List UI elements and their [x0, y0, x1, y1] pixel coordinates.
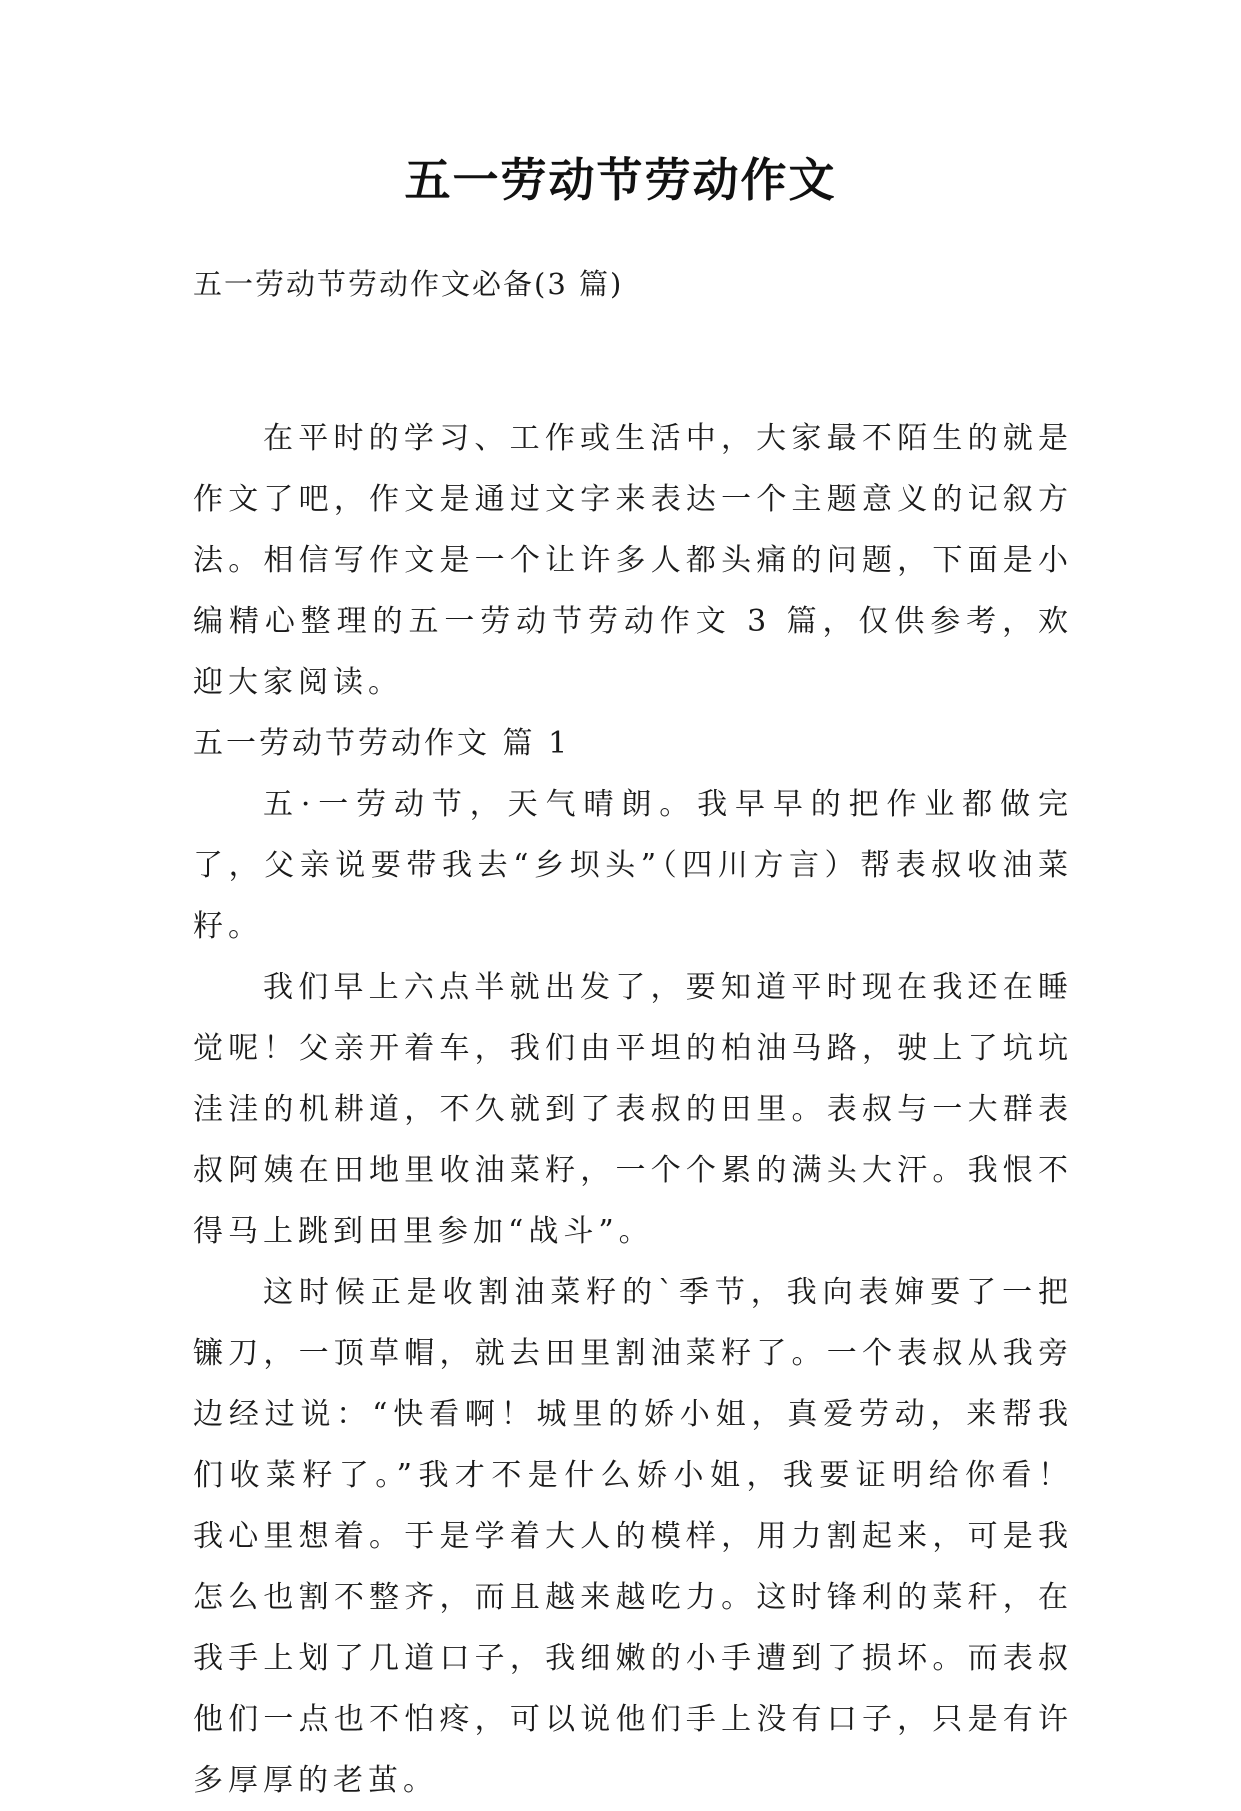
body-paragraph: 我们早上六点半就出发了，要知道平时现在我还在睡觉呢！父亲开着车，我们由平坦的柏油马路，驶上了坑坑洼洼的机耕道，不久就到了表叔的田里。表叔与一大群表叔阿姨在田地里收油菜籽，一个个累的满头大汗。我恨不得马上跳到田里参加“战斗”。: [193, 970, 1073, 1249]
document-body: [193, 408, 1073, 1811]
section-heading: 五一劳动节劳动作文 篇 1: [193, 726, 571, 761]
document-title: 五一劳动节劳动作文: [404, 153, 837, 207]
body-paragraph: 这时候正是收割油菜籽的`季节，我向表婶要了一把镰刀，一顶草帽，就去田里割油菜籽了。一个表叔从我旁边经过说：“快看啊！城里的娇小姐，真爱劳动，来帮我们收菜籽了。”我才不是什么娇小姐，我要证明给你看！我心里想着。于是学着大人的模样，用力割起来，可是我怎么也割不整齐，而且越来越吃力。这时锋利的菜秆，在我手上划了几道口子，我细嫩的小手遭到了损坏。而表叔他们一点也不怕疼，可以说他们手上没有口子，只是有许多厚厚的老茧。: [193, 1275, 1073, 1798]
body-paragraph: 五·一劳动节，天气晴朗。我早早的把作业都做完了，父亲说要带我去“乡坝头”（四川方言）帮表叔收油菜籽。: [193, 787, 1073, 944]
intro-paragraph: 在平时的学习、工作或生活中，大家最不陌生的就是作文了吧，作文是通过文字来表达一个主题意义的记叙方法。相信写作文是一个让许多人都头痛的问题，下面是小编精心整理的五一劳动节劳动作文 3 篇，仅供参考，欢迎大家阅读。: [193, 421, 1073, 700]
document-subtitle: 五一劳动节劳动作文必备(3 篇): [193, 267, 624, 301]
